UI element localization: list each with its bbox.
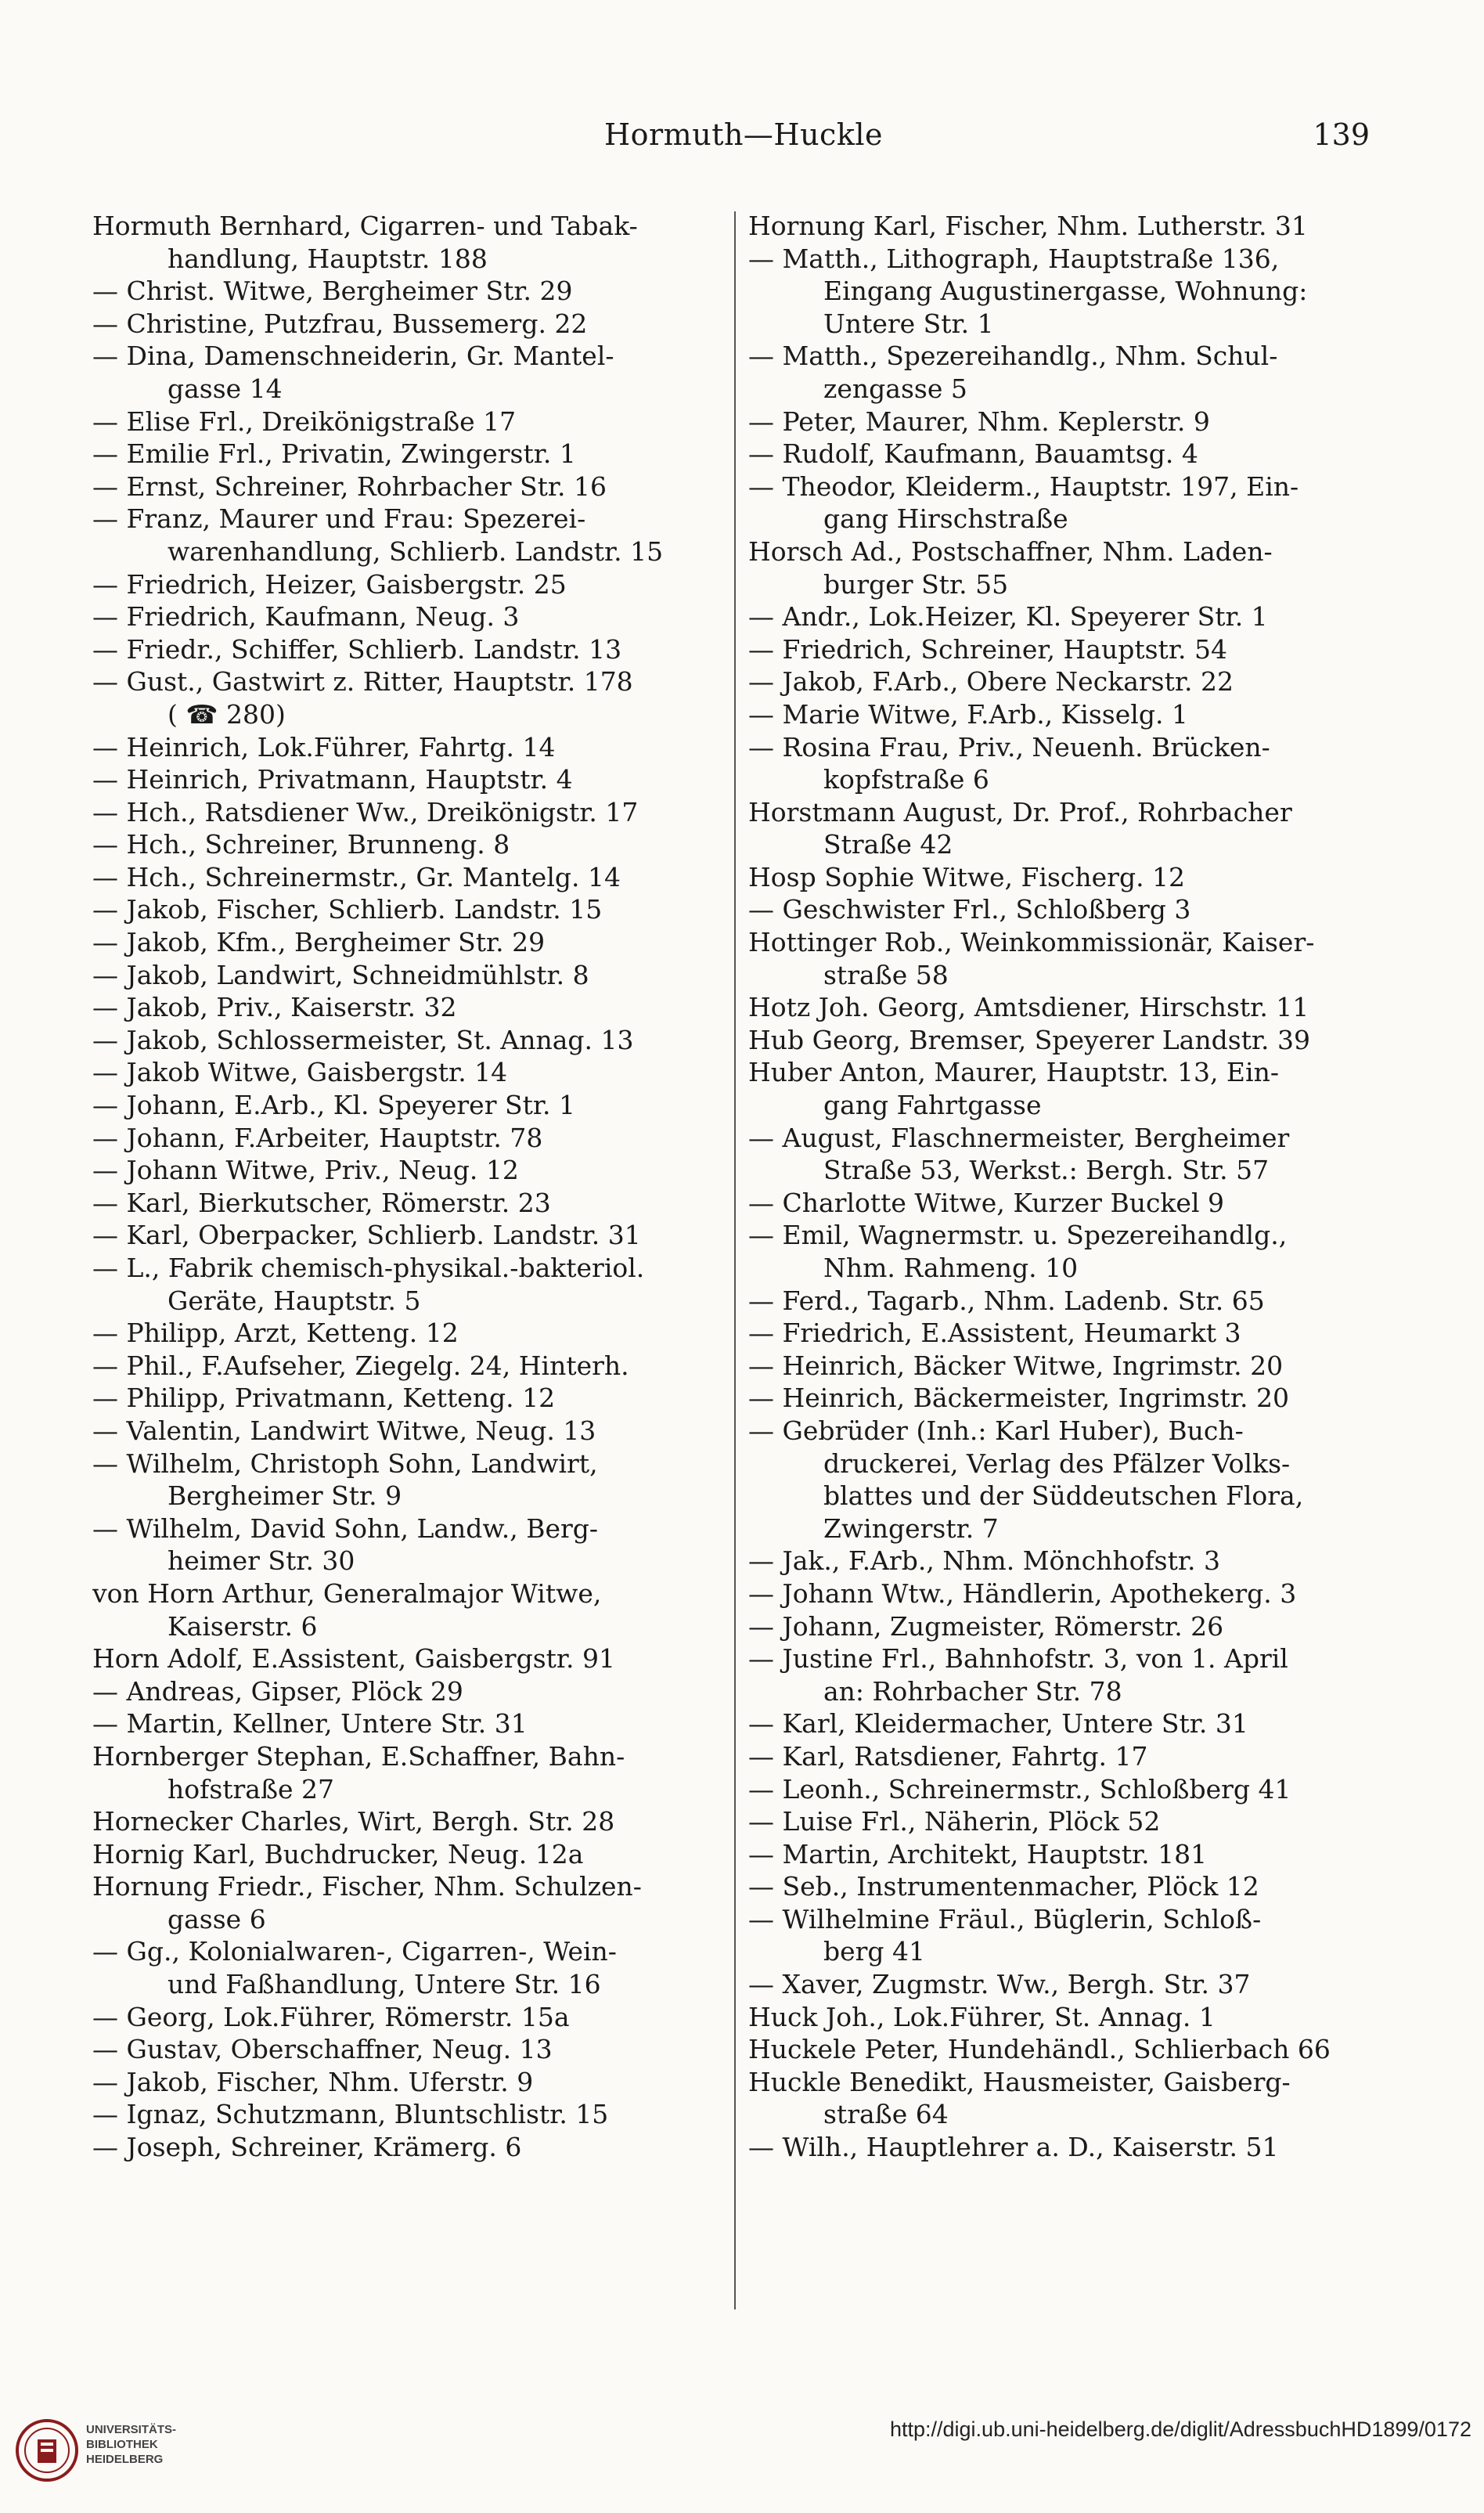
directory-entry-line: gasse 14 [167,373,283,404]
directory-entry-line: druckerei, Verlag des Pfälzer Volks- [823,1448,1291,1479]
directory-entry-line: — Jakob Witwe, Gaisbergstr. 14 [92,1057,508,1088]
directory-entry-line: — Phil., F.Aufseher, Ziegelg. 24, Hinterh. [92,1350,629,1381]
column-divider [734,211,736,2309]
directory-entry-line: Hub Georg, Bremser, Speyerer Landstr. 39 [748,1024,1311,1055]
directory-entry-line: — Hch., Schreinermstr., Gr. Mantelg. 14 [92,861,621,892]
directory-entry-line: — Jakob, F.Arb., Obere Neckarstr. 22 [748,666,1234,698]
directory-entry-line: — Elise Frl., Dreikönigstraße 17 [92,406,517,437]
directory-entry-line: — Rosina Frau, Priv., Neuenh. Brücken- [748,731,1270,763]
directory-entry-line: — Heinrich, Bäckermeister, Ingrimstr. 20 [748,1383,1289,1414]
directory-entry-line: Horstmann August, Dr. Prof., Rohrbacher [748,796,1292,827]
directory-entry-line: — Emilie Frl., Privatin, Zwingerstr. 1 [92,438,576,470]
directory-entry-line: — Jak., F.Arb., Nhm. Mönchhofstr. 3 [748,1545,1221,1577]
library-name-line: HEIDELBERG [86,2453,164,2466]
directory-entry-line: Horsch Ad., Postschaffner, Nhm. Laden- [748,535,1273,567]
directory-entry-line: — Friedrich, Kaufmann, Neug. 3 [92,601,520,633]
directory-entry-line: Hornig Karl, Buchdrucker, Neug. 12a [92,1838,584,1869]
directory-entry-line: — Johann Witwe, Priv., Neug. 12 [92,1155,519,1186]
left-column [92,210,734,2324]
running-head: Hormuth—Huckle [604,117,883,152]
page-number: 139 [1313,117,1370,152]
directory-entry-line: Straße 53, Werkst.: Bergh. Str. 57 [823,1155,1270,1186]
directory-entry-line: — Karl, Kleidermacher, Untere Str. 31 [748,1708,1248,1740]
directory-entry-line: — Johann, Zugmeister, Römerstr. 26 [748,1610,1224,1642]
directory-entry-line: — Leonh., Schreinermstr., Schloßberg 41 [748,1773,1291,1805]
directory-entry-line: — Gustav, Oberschaffner, Neug. 13 [92,2034,553,2065]
directory-entry-line: — Rudolf, Kaufmann, Bauamtsg. 4 [748,438,1198,470]
directory-entry-line: — Christ. Witwe, Bergheimer Str. 29 [92,276,573,307]
library-name [86,2422,176,2467]
directory-entry-line: — Charlotte Witwe, Kurzer Buckel 9 [748,1187,1225,1218]
directory-entry-line: — Gg., Kolonialwaren-, Cigarren-, Wein- [92,1936,617,1967]
source-url-link[interactable]: http://digi.ub.uni-heidelberg.de/diglit/AdressbuchHD1899/0172 [889,2417,1471,2441]
directory-entry-line: — Jakob, Landwirt, Schneidmühlstr. 8 [92,959,589,990]
directory-entry-line: — Matth., Spezereihandlg., Nhm. Schul- [748,341,1278,372]
directory-entry-line: — Jakob, Fischer, Nhm. Uferstr. 9 [92,2066,534,2097]
directory-entry-line: Eingang Augustinergasse, Wohnung: [823,276,1308,307]
directory-entry-line: — Ferd., Tagarb., Nhm. Ladenb. Str. 65 [748,1285,1265,1316]
directory-entry-line: an: Rohrbacher Str. 78 [823,1675,1122,1707]
directory-entry-line: — Wilhelmine Fräul., Büglerin, Schloß- [748,1903,1262,1934]
directory-entry-line: und Faßhandlung, Untere Str. 16 [167,1969,601,2000]
directory-entry-line: — Joseph, Schreiner, Krämerg. 6 [92,2132,522,2163]
directory-entry-line: Hotz Joh. Georg, Amtsdiener, Hirschstr. 11 [748,992,1309,1023]
directory-entry-line: — Johann, E.Arb., Kl. Speyerer Str. 1 [92,1090,575,1121]
directory-entry-line: — Heinrich, Bäcker Witwe, Ingrimstr. 20 [748,1350,1284,1381]
directory-entry-line: Nhm. Rahmeng. 10 [823,1253,1079,1283]
directory-entry-line: Hosp Sophie Witwe, Fischerg. 12 [748,861,1186,892]
directory-entry-line: — Emil, Wagnermstr. u. Spezereihandlg., [748,1220,1288,1251]
directory-entry-line: Huber Anton, Maurer, Hauptstr. 13, Ein- [748,1057,1279,1088]
directory-entry-line: — Friedrich, Schreiner, Hauptstr. 54 [748,633,1227,665]
directory-entry-line: — Gust., Gastwirt z. Ritter, Hauptstr. 178 [92,666,633,698]
directory-entry-line: — Martin, Kellner, Untere Str. 31 [92,1708,528,1740]
directory-entry-line: Huckle Benedikt, Hausmeister, Gaisberg- [748,2066,1291,2097]
directory-entry-line: — Justine Frl., Bahnhofstr. 3, von 1. April [748,1643,1288,1675]
directory-entry-line: — August, Flaschnermeister, Bergheimer [748,1122,1290,1153]
directory-entry-line: — Andreas, Gipser, Plöck 29 [92,1675,463,1707]
directory-entry-line: — Valentin, Landwirt Witwe, Neug. 13 [92,1415,596,1446]
directory-entry-line: — Johann, F.Arbeiter, Hauptstr. 78 [92,1122,543,1153]
directory-entry-line: — Peter, Maurer, Nhm. Keplerstr. 9 [748,406,1210,437]
directory-entry-line: Huck Joh., Lok.Führer, St. Annag. 1 [748,2001,1216,2032]
directory-entry-line: gang Fahrtgasse [823,1090,1042,1121]
directory-entry-line: — Dina, Damenschneiderin, Gr. Mantel- [92,341,614,372]
directory-entry-line: Hornung Karl, Fischer, Nhm. Lutherstr. 31 [748,211,1308,241]
directory-entry-line: — Matth., Lithograph, Hauptstraße 136, [748,243,1280,274]
library-name-line: BIBLIOTHEK [86,2438,158,2451]
directory-entry-line: — Luise Frl., Näherin, Plöck 52 [748,1806,1161,1837]
right-column [748,210,1374,2324]
directory-entry-line: hofstraße 27 [167,1773,335,1805]
directory-entry-line: — Philipp, Arzt, Ketteng. 12 [92,1318,459,1349]
directory-entry-line: — Wilhelm, David Sohn, Landw., Berg- [92,1512,599,1544]
directory-entry-line: — Xaver, Zugmstr. Ww., Bergh. Str. 37 [748,1969,1251,2000]
directory-entry-line: handlung, Hauptstr. 188 [167,243,488,274]
directory-entry-line: — Karl, Bierkutscher, Römerstr. 23 [92,1187,551,1218]
directory-entry-line: — Karl, Ratsdiener, Fahrtg. 17 [748,1740,1148,1772]
directory-entry-line: warenhandlung, Schlierb. Landstr. 15 [167,535,664,567]
directory-entry-line: — Heinrich, Privatmann, Hauptstr. 4 [92,764,573,795]
directory-entry-line: — Jakob, Kfm., Bergheimer Str. 29 [92,927,546,958]
directory-entry-line: — Hch., Schreiner, Brunneng. 8 [92,829,510,860]
directory-entry-line: Hornung Friedr., Fischer, Nhm. Schulzen- [92,1871,642,1902]
directory-entry-line: — L., Fabrik chemisch-physikal.-bakteriol. [92,1253,645,1283]
directory-entry-line: — Gebrüder (Inh.: Karl Huber), Buch- [748,1415,1244,1446]
directory-entry-line: — Philipp, Privatmann, Ketteng. 12 [92,1383,556,1414]
directory-entry-line: — Wilhelm, Christoph Sohn, Landwirt, [92,1448,598,1479]
library-seal-icon [14,2417,80,2483]
directory-entry-line: Hornecker Charles, Wirt, Bergh. Str. 28 [92,1806,615,1837]
library-name-line: UNIVERSITÄTS- [86,2423,177,2436]
directory-entry-line: — Ernst, Schreiner, Rohrbacher Str. 16 [92,471,607,502]
directory-entry-line: Horn Adolf, E.Assistent, Gaisbergstr. 91 [92,1643,616,1675]
directory-entry-line: — Friedrich, E.Assistent, Heumarkt 3 [748,1318,1241,1349]
directory-entry-line: — Marie Witwe, F.Arb., Kisselg. 1 [748,698,1188,730]
directory-entry-line: — Martin, Architekt, Hauptstr. 181 [748,1838,1208,1869]
directory-entry-line: kopfstraße 6 [823,764,989,795]
directory-entry-line: — Wilh., Hauptlehrer a. D., Kaiserstr. 51 [748,2132,1279,2163]
directory-entry-line: — Franz, Maurer und Frau: Spezerei- [92,503,586,535]
directory-entry-line: Kaiserstr. 6 [167,1610,318,1642]
directory-entry-line: — Friedrich, Heizer, Gaisbergstr. 25 [92,568,567,600]
directory-entry-line: berg 41 [823,1936,926,1967]
directory-entry-line: ( ☎ 280) [167,698,286,730]
directory-entry-line: — Karl, Oberpacker, Schlierb. Landstr. 31 [92,1220,641,1251]
directory-entry-line: — Heinrich, Lok.Führer, Fahrtg. 14 [92,731,556,763]
directory-entry-line: gang Hirschstraße [823,503,1068,535]
directory-entry-line: — Johann Wtw., Händlerin, Apothekerg. 3 [748,1577,1297,1609]
directory-entry-line: — Jakob, Fischer, Schlierb. Landstr. 15 [92,894,603,925]
directory-entry-line: Untere Str. 1 [823,308,994,339]
directory-entry-line: Bergheimer Str. 9 [167,1480,402,1512]
directory-entry-line: Hottinger Rob., Weinkommissionär, Kaiser- [748,927,1315,958]
directory-entry-line: — Hch., Ratsdiener Ww., Dreikönigstr. 17 [92,796,639,827]
directory-entry-line: — Andr., Lok.Heizer, Kl. Speyerer Str. 1 [748,601,1268,633]
directory-entry-line: — Jakob, Priv., Kaiserstr. 32 [92,992,457,1023]
directory-entry-line: — Theodor, Kleiderm., Hauptstr. 197, Ein- [748,471,1299,502]
directory-entry-line: — Jakob, Schlossermeister, St. Annag. 13 [92,1024,634,1055]
directory-entry-line: straße 64 [823,2099,949,2130]
directory-entry-line: gasse 6 [167,1903,266,1934]
directory-entry-line: Zwingerstr. 7 [823,1512,999,1544]
directory-entry-line: — Geschwister Frl., Schloßberg 3 [748,894,1191,925]
directory-entry-line: von Horn Arthur, Generalmajor Witwe, [92,1577,602,1609]
directory-entry-line: — Christine, Putzfrau, Bussemerg. 22 [92,308,588,339]
directory-entry-line: straße 58 [823,959,949,990]
directory-entry-line: zengasse 5 [823,373,967,404]
directory-entry-line: Hornberger Stephan, E.Schaffner, Bahn- [92,1740,625,1772]
directory-entry-line: Hormuth Bernhard, Cigarren- und Tabak- [92,211,638,241]
directory-entry-line: — Friedr., Schiffer, Schlierb. Landstr. 13 [92,633,622,665]
directory-entry-line: Geräte, Hauptstr. 5 [167,1285,421,1316]
directory-entry-line: Straße 42 [823,829,953,860]
directory-entry-line: Huckele Peter, Hundehändl., Schlierbach 66 [748,2034,1331,2065]
directory-entry-line: — Ignaz, Schutzmann, Bluntschlistr. 15 [92,2099,609,2130]
directory-entry-line: — Georg, Lok.Führer, Römerstr. 15a [92,2001,570,2032]
directory-entry-line: burger Str. 55 [823,568,1009,600]
directory-entry-line: heimer Str. 30 [167,1545,355,1577]
library-logo[interactable] [14,2416,225,2502]
directory-entry-line: — Seb., Instrumentenmacher, Plöck 12 [748,1871,1259,1902]
directory-entry-line: blattes und der Süddeutschen Flora, [823,1480,1304,1512]
